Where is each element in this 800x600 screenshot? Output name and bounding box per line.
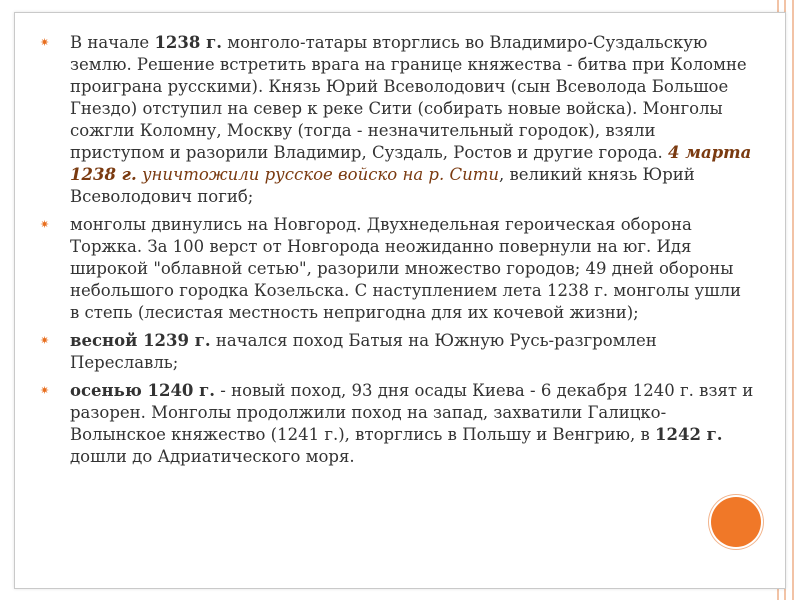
diamond-bullet-icon: ✷ <box>40 36 50 49</box>
bullet-text: весной 1239 г. начался поход Батыя на Южную Русь-разгромлен Переславль; <box>70 331 657 372</box>
decor-circle <box>711 497 761 547</box>
decor-stripe <box>792 0 794 600</box>
bullet-item <box>40 214 755 324</box>
diamond-bullet-icon: ✷ <box>40 384 50 397</box>
bullet-text: осенью 1240 г. - новый поход, 93 дня осады Киева - 6 декабря 1240 г. взят и разорен. Монголы продолжили поход на запад, захватили Галицко-Волынское княжество (1241 г.), вторглись в Польшу и Венгрию, в 1242 г. дошли до Адриатического моря. <box>70 381 754 466</box>
diamond-bullet-icon: ✷ <box>40 218 50 231</box>
bullet-item <box>40 32 755 208</box>
bullet-item <box>40 330 755 374</box>
bullet-text: монголы двинулись на Новгород. Двухнедельная героическая оборона Торжка. За 100 верст от Новгорода неожиданно повернули на юг. Идя широкой "облавной сетью", разорили множество городов; 49 дней обороны небольшого городка Козельска. С наступлением лета 1238 г. монголы ушли в степь (лесистая местность непригодна для их кочевой жизни); <box>70 215 742 322</box>
slide-content <box>40 32 755 474</box>
diamond-bullet-icon: ✷ <box>40 334 50 347</box>
bullet-text: В начале 1238 г. монголо-татары вторглись во Владимиро-Суздальскую землю. Решение встретить врага на границе княжества - битва при Коломне проиграна русскими). Князь Юрий Всеволодович (сын Всеволода Большое Гнездо) отступил на север к реке Сити (собирать новые войска). Монголы сожгли Коломну, Москву (тогда - незначительный городок), взяли приступом и разорили Владимир, Суздаль, Ростов и другие города. 4 марта 1238 г. уничтожили русское войско на р. Сити, великий князь Юрий Всеволодович погиб; <box>70 33 752 206</box>
bullet-item <box>40 380 755 468</box>
